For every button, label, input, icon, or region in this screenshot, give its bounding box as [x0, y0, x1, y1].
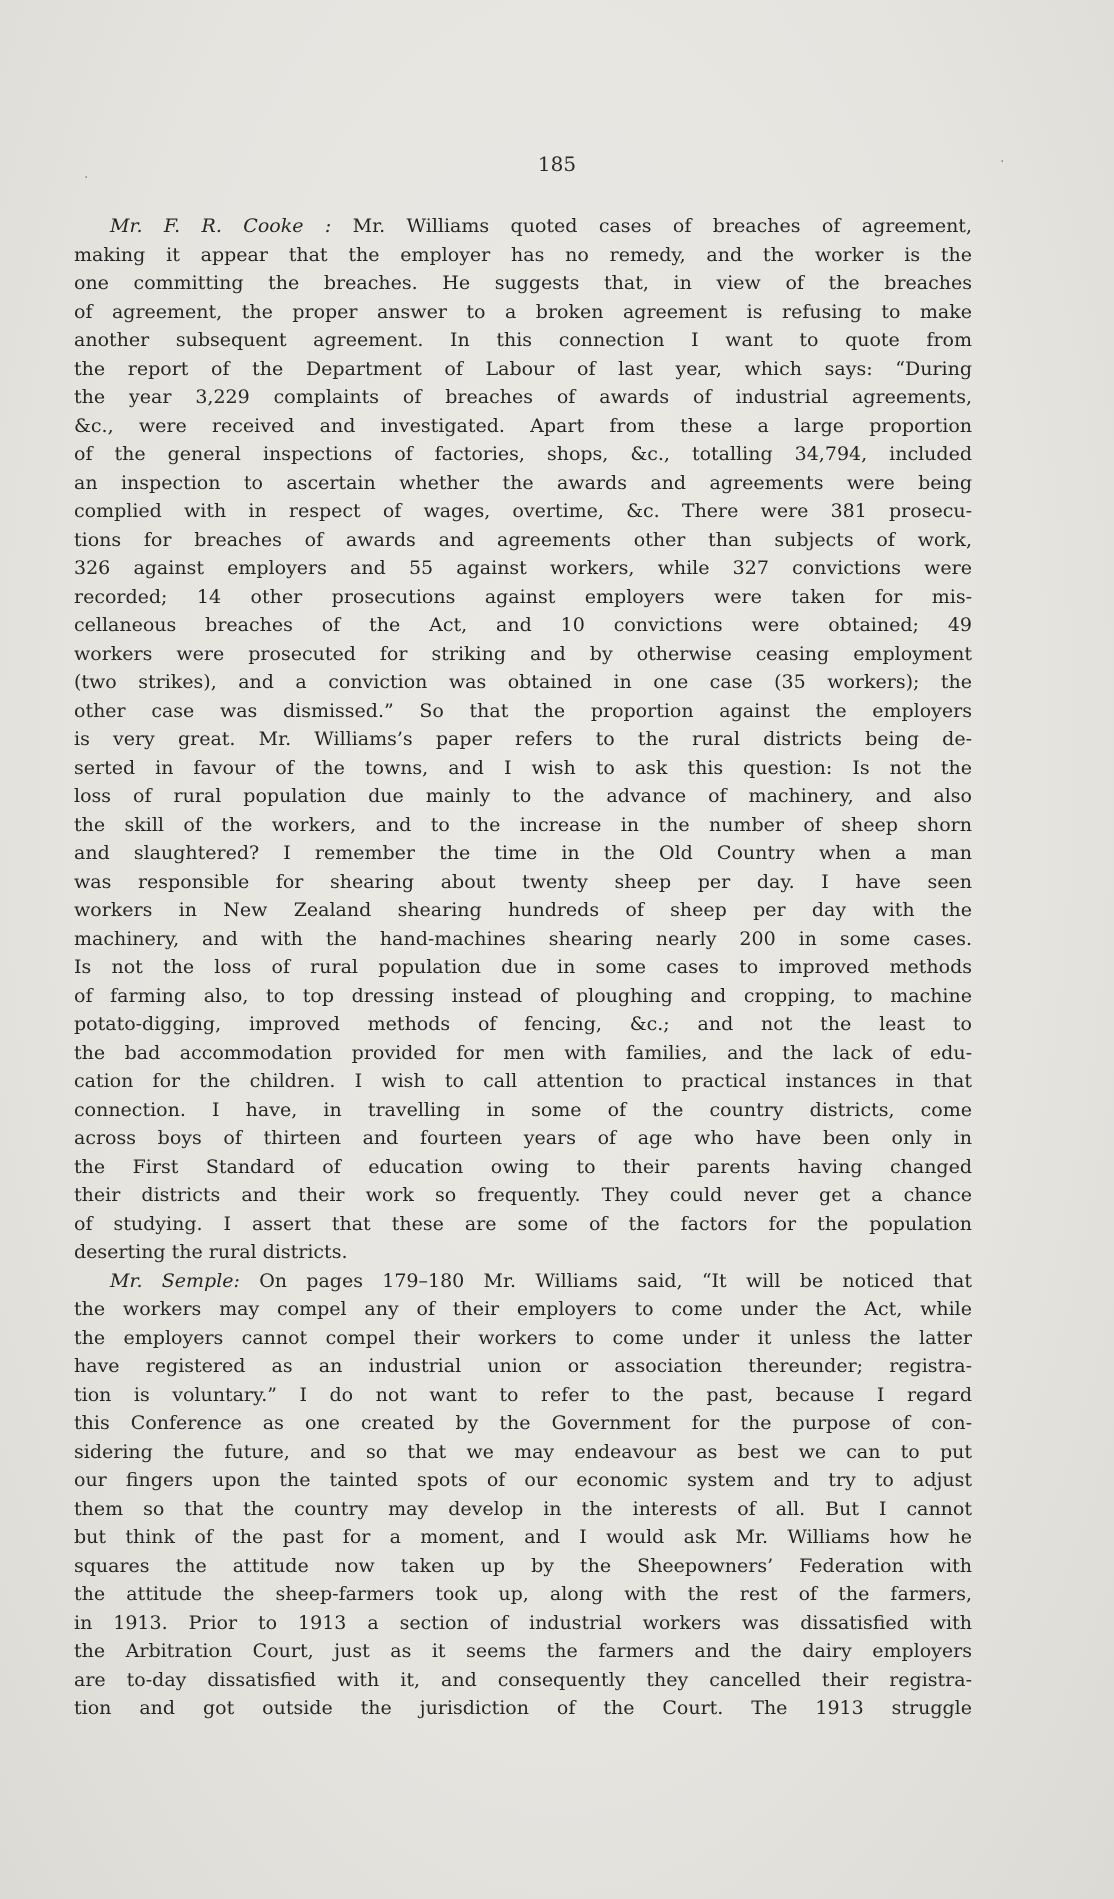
text-line: complied with in respect of wages, overtime, &c. There were 381 prosecu-: [74, 500, 972, 522]
text-line: and slaughtered? I remember the time in the Old Country when a man: [74, 842, 972, 864]
text-line: them so that the country may develop in the interests of all. But I cannot: [74, 1497, 972, 1520]
paragraphs: [74, 212, 972, 1723]
text-line: [74, 1267, 972, 1296]
text-line: &c., were received and investigated. Apart from these a large proportion: [74, 414, 972, 437]
text-line: loss of rural population due mainly to the advance of machinery, and also: [74, 785, 972, 807]
text-line: recorded; 14 other prosecutions against employers were taken for mis-: [74, 585, 972, 608]
text-line: making it appear that the employer has no remedy, and the worker is the: [74, 243, 972, 266]
text-line: the First Standard of education owing to their parents having changed: [74, 1155, 972, 1178]
text-line: serted in favour of the towns, and I wish to ask this question: Is not the: [74, 756, 972, 779]
text-line: the attitude the sheep-farmers took up, along with the rest of the farmers,: [74, 1583, 972, 1605]
text-line: of farming also, to top dressing instead of ploughing and cropping, to machine: [74, 984, 972, 1007]
text-line: other case was dismissed.” So that the proportion against the employers: [74, 699, 972, 722]
text-line: cation for the children. I wish to call attention to practical instances in that: [74, 1070, 972, 1092]
text-line: of studying. I assert that these are some of the factors for the population: [74, 1212, 972, 1235]
text-line: but think of the past for a moment, and I would ask Mr. Williams how he: [74, 1526, 972, 1548]
paragraph: [74, 212, 972, 1267]
text-line: workers were prosecuted for striking and by otherwise ceasing employment: [74, 642, 972, 665]
text-line: potato-digging, improved methods of fencing, &c.; and not the least to: [74, 1013, 972, 1035]
text-line: the workers may compel any of their employers to come under the Act, while: [74, 1298, 972, 1320]
text-line: sidering the future, and so that we may endeavour as best we can to put: [74, 1440, 972, 1463]
speaker-name: Mr. F. R. Cooke :: [110, 215, 332, 237]
line-text: On pages 179–180 Mr. Williams said, “It will be noticed that: [239, 1269, 972, 1292]
text-line: tion is voluntary.” I do not want to refer to the past, because I regard: [74, 1383, 972, 1406]
scan-speck: .: [84, 166, 89, 182]
text-line: this Conference as one created by the Government for the purpose of con-: [74, 1412, 972, 1434]
text-line: have registered as an industrial union or association thereunder; registra-: [74, 1355, 972, 1377]
text-line: our fingers upon the tainted spots of our economic system and try to adjust: [74, 1469, 972, 1491]
text-line: are to-day dissatisfied with it, and consequently they cancelled their registra-: [74, 1668, 972, 1691]
text-line: their districts and their work so frequently. They could never get a chance: [74, 1184, 972, 1206]
text-line: across boys of thirteen and fourteen years of age who have been only in: [74, 1127, 972, 1149]
text-line: the bad accommodation provided for men with families, and the lack of edu-: [74, 1041, 972, 1064]
text-line: (two strikes), and a conviction was obtained in one case (35 workers); the: [74, 671, 972, 693]
text-line: is very great. Mr. Williams’s paper refers to the rural districts being de-: [74, 728, 972, 750]
text-line: the report of the Department of Labour of last year, which says: “During: [74, 357, 972, 380]
text-line: an inspection to ascertain whether the awards and agreements were being: [74, 471, 972, 494]
text-line: tion and got outside the jurisdiction of the Court. The 1913 struggle: [74, 1697, 972, 1719]
paragraph: [74, 1267, 972, 1723]
text-line: the Arbitration Court, just as it seems the farmers and the dairy employers: [74, 1640, 972, 1662]
text-line: [74, 212, 972, 241]
speaker-name: Mr. Semple:: [110, 1269, 240, 1292]
line-text: Mr. Williams quoted cases of breaches of agreement,: [331, 215, 972, 237]
body-text: [74, 212, 972, 1723]
text-line: one committing the breaches. He suggests that, in view of the breaches: [74, 272, 972, 294]
text-line: the skill of the workers, and to the increase in the number of sheep shorn: [74, 813, 972, 836]
text-line: of agreement, the proper answer to a broken agreement is refusing to make: [74, 300, 972, 323]
text-line: of the general inspections of factories, shops, &c., totalling 34,794, included: [74, 443, 972, 465]
text-line: another subsequent agreement. In this connection I want to quote from: [74, 329, 972, 351]
text-line: machinery, and with the hand-machines shearing nearly 200 in some cases.: [74, 927, 972, 950]
text-line: in 1913. Prior to 1913 a section of industrial workers was dissatisfied with: [74, 1611, 972, 1634]
text-line: the year 3,229 complaints of breaches of awards of industrial agreements,: [74, 386, 972, 408]
page-number: 185: [537, 152, 577, 176]
text-line: the employers cannot compel their workers to come under it unless the latter: [74, 1326, 972, 1349]
text-line: cellaneous breaches of the Act, and 10 convictions were obtained; 49: [74, 614, 972, 636]
text-line: was responsible for shearing about twenty sheep per day. I have seen: [74, 870, 972, 893]
text-line: connection. I have, in travelling in some of the country districts, come: [74, 1098, 972, 1121]
text-line: 326 against employers and 55 against workers, while 327 convictions were: [74, 557, 972, 579]
text-line: deserting the rural districts.: [74, 1241, 348, 1263]
text-line: squares the attitude now taken up by the Sheepowners’ Federation with: [74, 1554, 972, 1577]
scan-speck: .: [1000, 150, 1005, 166]
text-line: workers in New Zealand shearing hundreds of sheep per day with the: [74, 899, 972, 921]
text-line: Is not the loss of rural population due in some cases to improved methods: [74, 956, 972, 978]
text-line: tions for breaches of awards and agreements other than subjects of work,: [74, 528, 972, 551]
